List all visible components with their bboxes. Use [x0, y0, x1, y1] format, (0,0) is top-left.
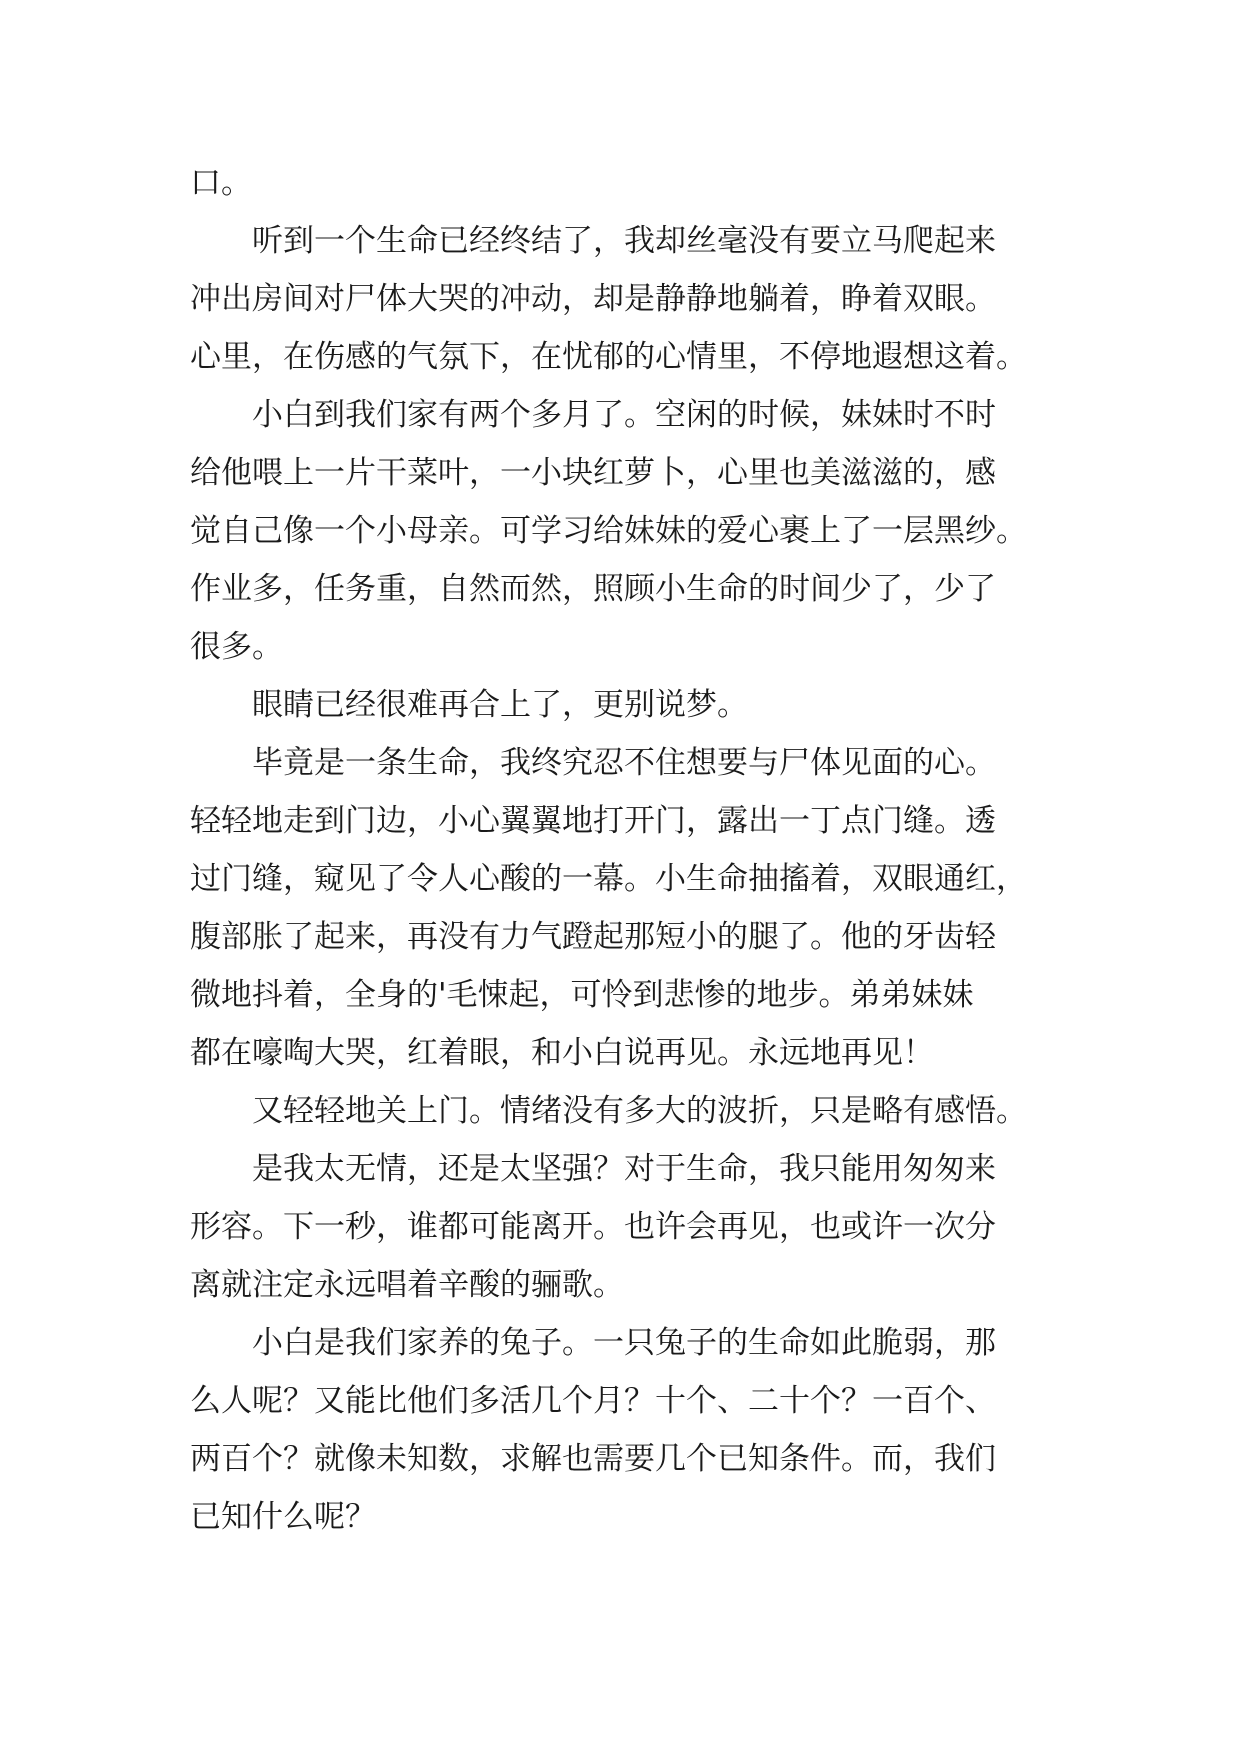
text-line: 都在嚎啕大哭，红着眼，和小白说再见。永远地再见！ — [190, 1035, 934, 1071]
text-line: 离就注定永远唱着辛酸的骊歌。 — [190, 1267, 624, 1303]
text-line: 是我太无情，还是太坚强？对于生命，我只能用匆匆来 — [190, 1151, 996, 1187]
text-line: 已知什么呢？ — [190, 1499, 376, 1535]
text-line: 两百个？就像未知数，求解也需要几个已知条件。而，我们 — [190, 1441, 996, 1477]
text-line: 过门缝，窥见了令人心酸的一幕。小生命抽搐着，双眼通红， — [190, 861, 1027, 897]
text-line: 又轻轻地关上门。情绪没有多大的波折，只是略有感悟。 — [190, 1093, 1027, 1129]
text-line: 给他喂上一片干菜叶，一小块红萝卜，心里也美滋滋的，感 — [190, 455, 996, 491]
text-line: 听到一个生命已经终结了，我却丝毫没有要立马爬起来 — [190, 223, 996, 259]
text-line: 很多。 — [190, 629, 283, 665]
text-line: 小白到我们家有两个多月了。空闲的时候，妹妹时不时 — [190, 397, 996, 433]
text-line: 冲出房间对尸体大哭的冲动，却是静静地躺着，睁着双眼。 — [190, 281, 996, 317]
text-line: 形容。下一秒，谁都可能离开。也许会再见，也或许一次分 — [190, 1209, 996, 1245]
text-line: 毕竟是一条生命，我终究忍不住想要与尸体见面的心。 — [190, 745, 996, 781]
text-line: 轻轻地走到门边，小心翼翼地打开门，露出一丁点门缝。透 — [190, 803, 996, 839]
text-line: 么人呢？又能比他们多活几个月？十个、二十个？一百个、 — [190, 1383, 996, 1419]
text-line: 眼睛已经很难再合上了，更别说梦。 — [190, 687, 748, 723]
body-text — [190, 154, 1090, 1546]
text-line: 作业多，任务重，自然而然，照顾小生命的时间少了，少了 — [190, 571, 996, 607]
text-line: 觉自己像一个小母亲。可学习给妹妹的爱心裹上了一层黑纱。 — [190, 513, 1027, 549]
text-line: 心里，在伤感的气氛下，在忧郁的心情里，不停地遐想这着。 — [190, 339, 1027, 375]
text-line: 微地抖着，全身的'毛悚起，可怜到悲惨的地步。弟弟妹妹 — [190, 977, 974, 1013]
text-line: 小白是我们家养的兔子。一只兔子的生命如此脆弱，那 — [190, 1325, 996, 1361]
text-line: 腹部胀了起来，再没有力气蹬起那短小的腿了。他的牙齿轻 — [190, 919, 996, 955]
text-line: 口。 — [190, 165, 252, 201]
